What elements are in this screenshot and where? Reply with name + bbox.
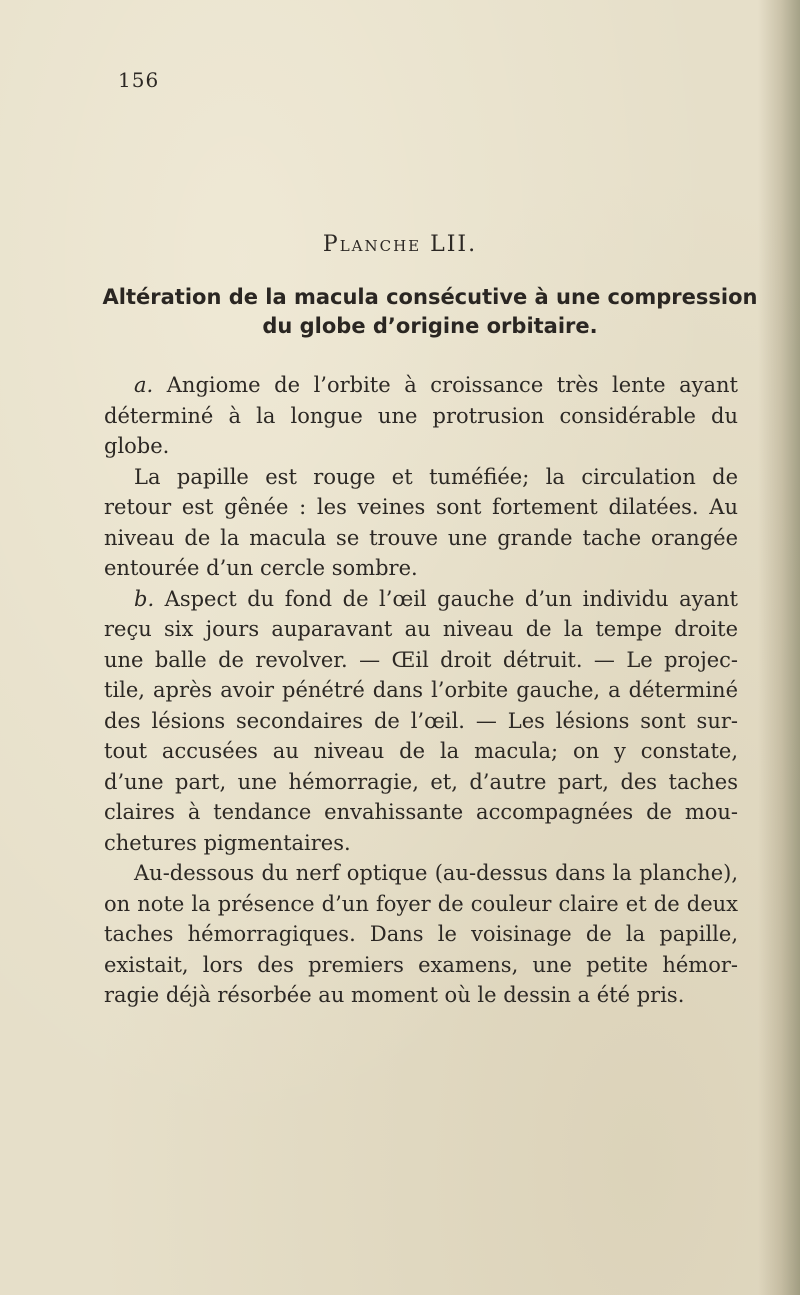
paragraph-4-line: ragie déjà résorbée au moment où le dessin a été pris. xyxy=(104,983,685,1007)
paragraph-a-line: globe. xyxy=(104,434,170,458)
paragraph-4-line: existait, lors des premiers examens, une petite hémor- xyxy=(104,952,738,977)
paragraph-marker: b. xyxy=(134,586,155,611)
page-number: 156 xyxy=(118,68,160,92)
paragraph-b-line: chetures pigmentaires. xyxy=(104,830,351,855)
paragraph-b-line: tout accusées au niveau de la macula; on y constate, xyxy=(104,739,738,763)
paragraph-b-line xyxy=(104,584,738,615)
plate-title: Planche LII. xyxy=(322,232,478,257)
paragraph-b-line: des lésions secondaires de l’œil. — Les lésions sont sur- xyxy=(104,708,738,733)
paragraph-2-line: retour est gênée : les veines sont fortement dilatées. Au xyxy=(104,495,738,519)
paragraph-b-line: claires à tendance envahissante accompagnées de mou- xyxy=(104,800,738,824)
line-text: Angiome de l’orbite à croissance très lente ayant xyxy=(166,373,738,397)
paragraph-4-line: Au-dessous du nerf optique (au-dessus dans la planche), xyxy=(134,861,738,885)
heading-line: Altération de la macula consécutive à une compression xyxy=(102,285,758,309)
paragraph-b-line: reçu six jours auparavant au niveau de la tempe droite xyxy=(104,617,738,641)
section-heading xyxy=(95,283,765,341)
paragraph-b-line: une balle de revolver. — Œil droit détruit. — Le projec- xyxy=(104,647,738,672)
paragraph-4-line: taches hémorragiques. Dans le voisinage de la papille, xyxy=(104,922,738,946)
paragraph-a-line: déterminé à la longue une protrusion considérable du xyxy=(104,403,738,428)
paragraph-marker: a. xyxy=(134,373,154,397)
paragraph-2-line: La papille est rouge et tuméfiée; la circulation de xyxy=(134,464,738,489)
paragraph-2-line: niveau de la macula se trouve une grande tache orangée xyxy=(104,525,738,550)
heading-line: du globe d’origine orbitaire. xyxy=(262,314,598,338)
line-text: Aspect du fond de l’œil gauche d’un individu ayant xyxy=(164,586,738,611)
paragraph-a-line xyxy=(104,370,738,401)
paragraph-b-line: tile, après avoir pénétré dans l’orbite gauche, a déterminé xyxy=(104,678,738,702)
paragraph-b-line: d’une part, une hémorragie, et, d’autre part, des taches xyxy=(104,769,738,794)
paragraph-4-line: on note la présence d’un foyer de couleur claire et de deux xyxy=(104,891,738,916)
body-text xyxy=(104,370,738,1011)
paragraph-2-line: entourée d’un cercle sombre. xyxy=(104,556,418,580)
page-edge-shadow xyxy=(758,0,800,1295)
